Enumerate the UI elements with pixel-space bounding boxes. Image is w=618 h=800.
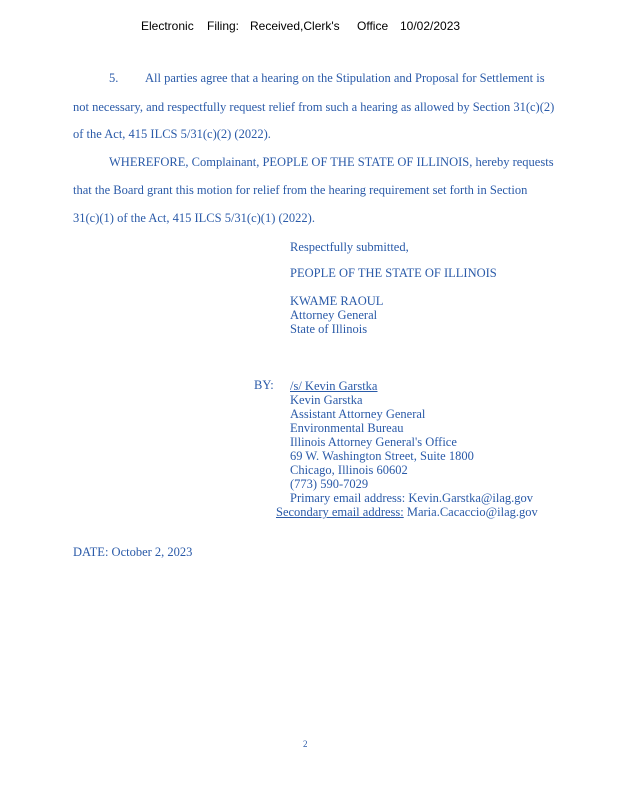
wherefore-line3: 31(c)(1) of the Act, 415 ILCS 5/31(c)(1) (2022). bbox=[73, 211, 315, 225]
header-electronic: Electronic bbox=[141, 19, 194, 33]
header-office: Office bbox=[357, 19, 389, 33]
primary-email[interactable]: Kevin.Garstka@ilag.gov bbox=[408, 491, 534, 505]
ag-name: KWAME RAOUL bbox=[290, 294, 384, 308]
page-number: 2 bbox=[303, 739, 308, 749]
party-name: PEOPLE OF THE STATE OF ILLINOIS bbox=[290, 266, 497, 280]
signer-title: Assistant Attorney General bbox=[290, 407, 426, 421]
ag-state: State of Illinois bbox=[290, 322, 368, 336]
signer-name: Kevin Garstka bbox=[290, 393, 363, 407]
secondary-email-label: Secondary email address: bbox=[276, 505, 404, 519]
paragraph5-line1: All parties agree that a hearing on the Stipulation and Proposal for Settlement is bbox=[145, 71, 545, 85]
signer-city: Chicago, Illinois 60602 bbox=[290, 463, 408, 477]
primary-email-row bbox=[290, 491, 533, 505]
paragraph-number: 5. bbox=[109, 71, 119, 85]
header-date: 10/02/2023 bbox=[400, 19, 461, 33]
header-received: Received,Clerk's bbox=[250, 19, 340, 33]
secondary-email-row bbox=[276, 505, 538, 519]
by-label: BY: bbox=[254, 378, 274, 392]
closing: Respectfully submitted, bbox=[290, 240, 409, 254]
attorney-general-block bbox=[290, 294, 383, 336]
primary-email-label: Primary email address: bbox=[290, 491, 406, 505]
signer-office: Illinois Attorney General's Office bbox=[290, 435, 457, 449]
ag-title: Attorney General bbox=[290, 308, 378, 322]
signer-block bbox=[290, 379, 533, 505]
signer-phone: (773) 590-7029 bbox=[290, 477, 369, 491]
signer-bureau: Environmental Bureau bbox=[290, 421, 404, 435]
paragraph5-line2: not necessary, and respectfully request relief from such a hearing as allowed by Section 31(c)(2) bbox=[73, 100, 555, 114]
paragraph5-line3: of the Act, 415 ILCS 5/31(c)(2) (2022). bbox=[73, 127, 271, 141]
header-filing: Filing: bbox=[207, 19, 240, 33]
secondary-email[interactable]: Maria.Cacaccio@ilag.gov bbox=[406, 505, 538, 519]
wherefore-line2: that the Board grant this motion for relief from the hearing requirement set forth in Section bbox=[73, 183, 528, 197]
date-line: DATE: October 2, 2023 bbox=[73, 545, 193, 559]
electronic-signature: /s/ Kevin Garstka bbox=[290, 379, 378, 393]
wherefore-line1: WHEREFORE, Complainant, PEOPLE OF THE STATE OF ILLINOIS, hereby requests bbox=[109, 155, 554, 169]
signer-street: 69 W. Washington Street, Suite 1800 bbox=[290, 449, 474, 463]
